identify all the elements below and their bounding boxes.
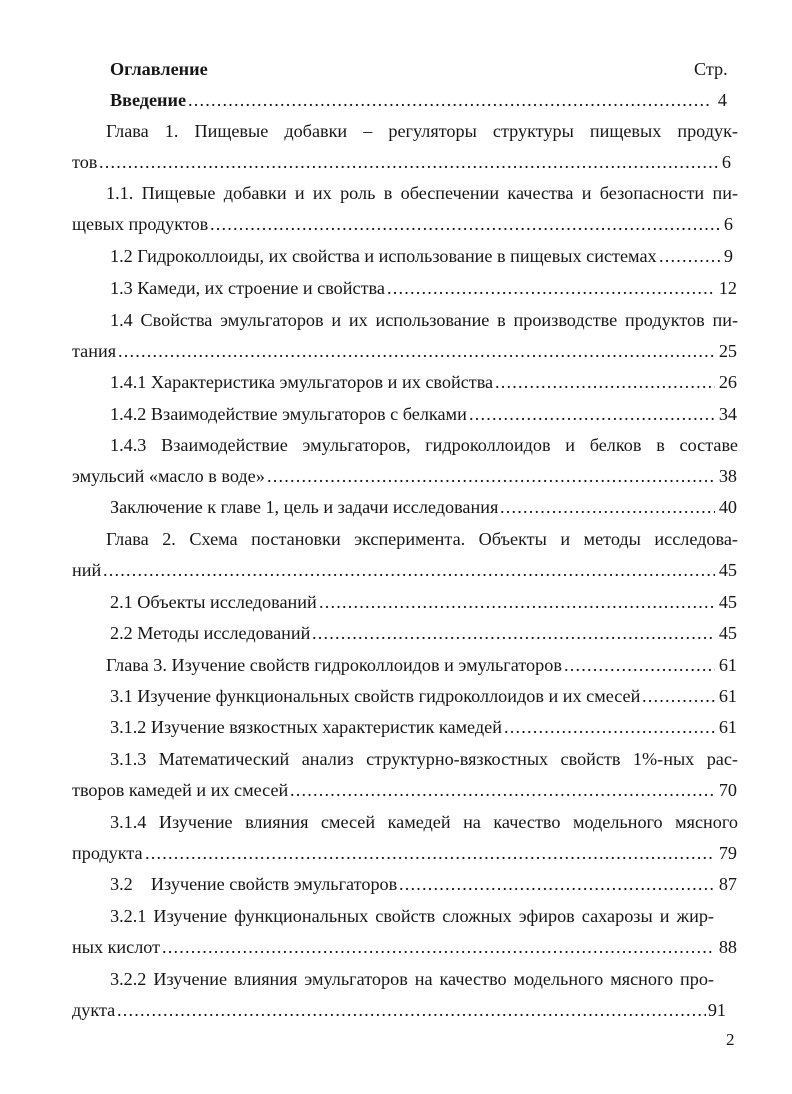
toc-entry-intro[interactable]: [110, 89, 727, 111]
toc-entry-2-2[interactable]: [110, 622, 737, 644]
toc-entry-title: тов: [72, 152, 98, 172]
toc-entry-ch1-line1[interactable]: Глава 1. Пищевые добавки – регуляторы структуры пищевых продук-: [106, 121, 738, 141]
dot-leader: [399, 873, 715, 895]
toc-entry-page: 45: [718, 623, 737, 643]
dot-leader: [145, 842, 715, 864]
toc-entry-1-3[interactable]: [110, 277, 737, 299]
toc-entry-1-1-line1[interactable]: 1.1. Пищевые добавки и их роль в обеспечении качества и безопасности пи-: [106, 183, 738, 203]
toc-entry-3-2[interactable]: [110, 873, 737, 895]
dot-leader: [210, 213, 721, 235]
toc-entry-1-4-3-line1[interactable]: 1.4.3 Взаимодействие эмульгаторов, гидроколлоидов и белков в составе: [110, 435, 738, 455]
toc-entry-1-1[interactable]: [72, 213, 733, 235]
toc-entry-3-2-2[interactable]: [72, 999, 726, 1021]
dot-leader: [500, 496, 715, 518]
toc-entry-3-1-3[interactable]: [72, 779, 737, 801]
toc-entry-page: 87: [718, 874, 737, 894]
dot-leader: [290, 779, 715, 801]
toc-entry-page: 45: [718, 560, 737, 580]
toc-entry-page: 9: [723, 246, 733, 266]
dot-leader: [642, 685, 715, 707]
toc-entry-3-1[interactable]: [110, 685, 737, 707]
toc-entry-title: 3.2 Изучение свойств эмульгаторов: [110, 874, 398, 894]
toc-entry-page: 34: [718, 404, 737, 424]
dot-leader: [387, 277, 715, 299]
toc-entry-title: продукта: [72, 843, 143, 863]
dot-leader: [504, 716, 715, 738]
toc-entry-page: 4: [717, 90, 727, 110]
toc-entry-title: 1.4.2 Взаимодействие эмульгаторов с белками: [110, 404, 467, 424]
toc-entry-title: щевых продуктов: [72, 214, 209, 234]
dot-leader: [118, 340, 715, 362]
toc-entry-title: 2.2 Методы исследований: [110, 623, 311, 643]
dot-leader: [564, 654, 715, 676]
dot-leader: [312, 622, 715, 644]
toc-entry-page: 61: [718, 655, 737, 675]
toc-entry-page: 70: [718, 780, 737, 800]
toc-entry-3-2-2-line1[interactable]: 3.2.2 Изучение влияния эмульгаторов на качество модельного мясного про-: [110, 969, 714, 989]
toc-entry-3-1-3-line1[interactable]: 3.1.3 Математический анализ структурно-вязкостных свойств 1%-ных рас-: [110, 749, 738, 769]
toc-entry-title: ных кислот: [72, 937, 161, 957]
toc-entry-ch1[interactable]: [72, 151, 731, 173]
dot-leader: [319, 591, 715, 613]
toc-entry-1-4-2[interactable]: [110, 403, 737, 425]
toc-entry-page: 40: [718, 497, 737, 517]
toc-entry-3-1-4-line1[interactable]: 3.1.4 Изучение влияния смесей камедей на качество модельного мясного: [110, 812, 738, 832]
toc-entry-page: 26: [718, 372, 737, 392]
toc-entry-3-1-2[interactable]: [110, 716, 737, 738]
toc-entry-page: 61: [718, 686, 737, 706]
toc-entry-title: 1.3 Камеди, их строение и свойства: [110, 278, 385, 298]
toc-entry-page: 6: [723, 214, 733, 234]
toc-entry-conclusion-1[interactable]: [110, 496, 737, 518]
dot-leader: [162, 936, 715, 958]
toc-entry-title: 1.4.1 Характеристика эмульгаторов и их свойства: [110, 372, 494, 392]
toc-entry-page: 91: [707, 1000, 726, 1020]
toc-entry-ch2-line1[interactable]: Глава 2. Схема постановки эксперимента. Объекты и методы исследова-: [106, 529, 738, 549]
toc-entry-title: Глава 3. Изучение свойств гидроколлоидов и эмульгаторов: [106, 655, 562, 675]
toc-entry-page: 6: [721, 152, 731, 172]
dot-leader: [103, 559, 715, 581]
toc-entry-page: 88: [718, 937, 737, 957]
toc-entry-1-4-1[interactable]: [110, 371, 737, 393]
toc-entry-title: Заключение к главе 1, цель и задачи исследования: [110, 497, 499, 517]
toc-entry-title: 2.1 Объекты исследований: [110, 592, 317, 612]
toc-entry-1-4-line1[interactable]: 1.4 Свойства эмульгаторов и их использование в производстве продуктов пи-: [110, 310, 738, 330]
dot-leader: [99, 151, 719, 173]
toc-entry-ch3[interactable]: [106, 654, 737, 676]
toc-entry-page: 61: [718, 717, 737, 737]
toc-entry-2-1[interactable]: [110, 591, 737, 613]
toc-entry-page: 12: [718, 278, 737, 298]
toc-entry-page: 79: [718, 843, 737, 863]
toc-entry-title: дукта: [72, 1000, 116, 1020]
toc-entry-1-2[interactable]: [110, 245, 733, 267]
toc-entry-page: 45: [718, 592, 737, 612]
toc-entry-ch2[interactable]: [72, 559, 737, 581]
toc-entry-title: эмульсий «масло в воде»: [72, 466, 265, 486]
toc-entry-title: 1.2 Гидроколлоиды, их свойства и использование в пищевых системах: [110, 246, 657, 266]
page-number: 2: [726, 1030, 735, 1049]
toc-entry-title: 3.1.2 Изучение вязкостных характеристик камедей: [110, 717, 502, 737]
toc-entry-page: 25: [718, 341, 737, 361]
toc-entry-3-2-1[interactable]: [72, 936, 737, 958]
dot-leader: [188, 89, 709, 111]
toc-entry-1-4[interactable]: [72, 340, 737, 362]
toc-entry-title: тания: [72, 341, 117, 361]
toc-entry-title: творов камедей и их смесей: [72, 780, 289, 800]
dot-leader: [469, 403, 715, 425]
dot-leader: [495, 371, 715, 393]
toc-entry-title: 3.1 Изучение функциональных свойств гидроколлоидов и их смесей: [110, 686, 641, 706]
toc-entry-1-4-3[interactable]: [72, 465, 737, 487]
toc-entry-title: ний: [72, 560, 102, 580]
toc-entry-3-1-4[interactable]: [72, 842, 737, 864]
dot-leader: [117, 999, 706, 1021]
toc-entry-title: Введение: [110, 90, 187, 110]
toc-heading: Оглавление: [110, 59, 208, 79]
page-column-label: Стр.: [694, 59, 728, 79]
toc-entry-page: 38: [718, 466, 737, 486]
toc-entry-3-2-1-line1[interactable]: 3.2.1 Изучение функциональных свойств сложных эфиров сахарозы и жир-: [110, 906, 714, 926]
dot-leader: [267, 465, 715, 487]
dot-leader: [659, 245, 721, 267]
